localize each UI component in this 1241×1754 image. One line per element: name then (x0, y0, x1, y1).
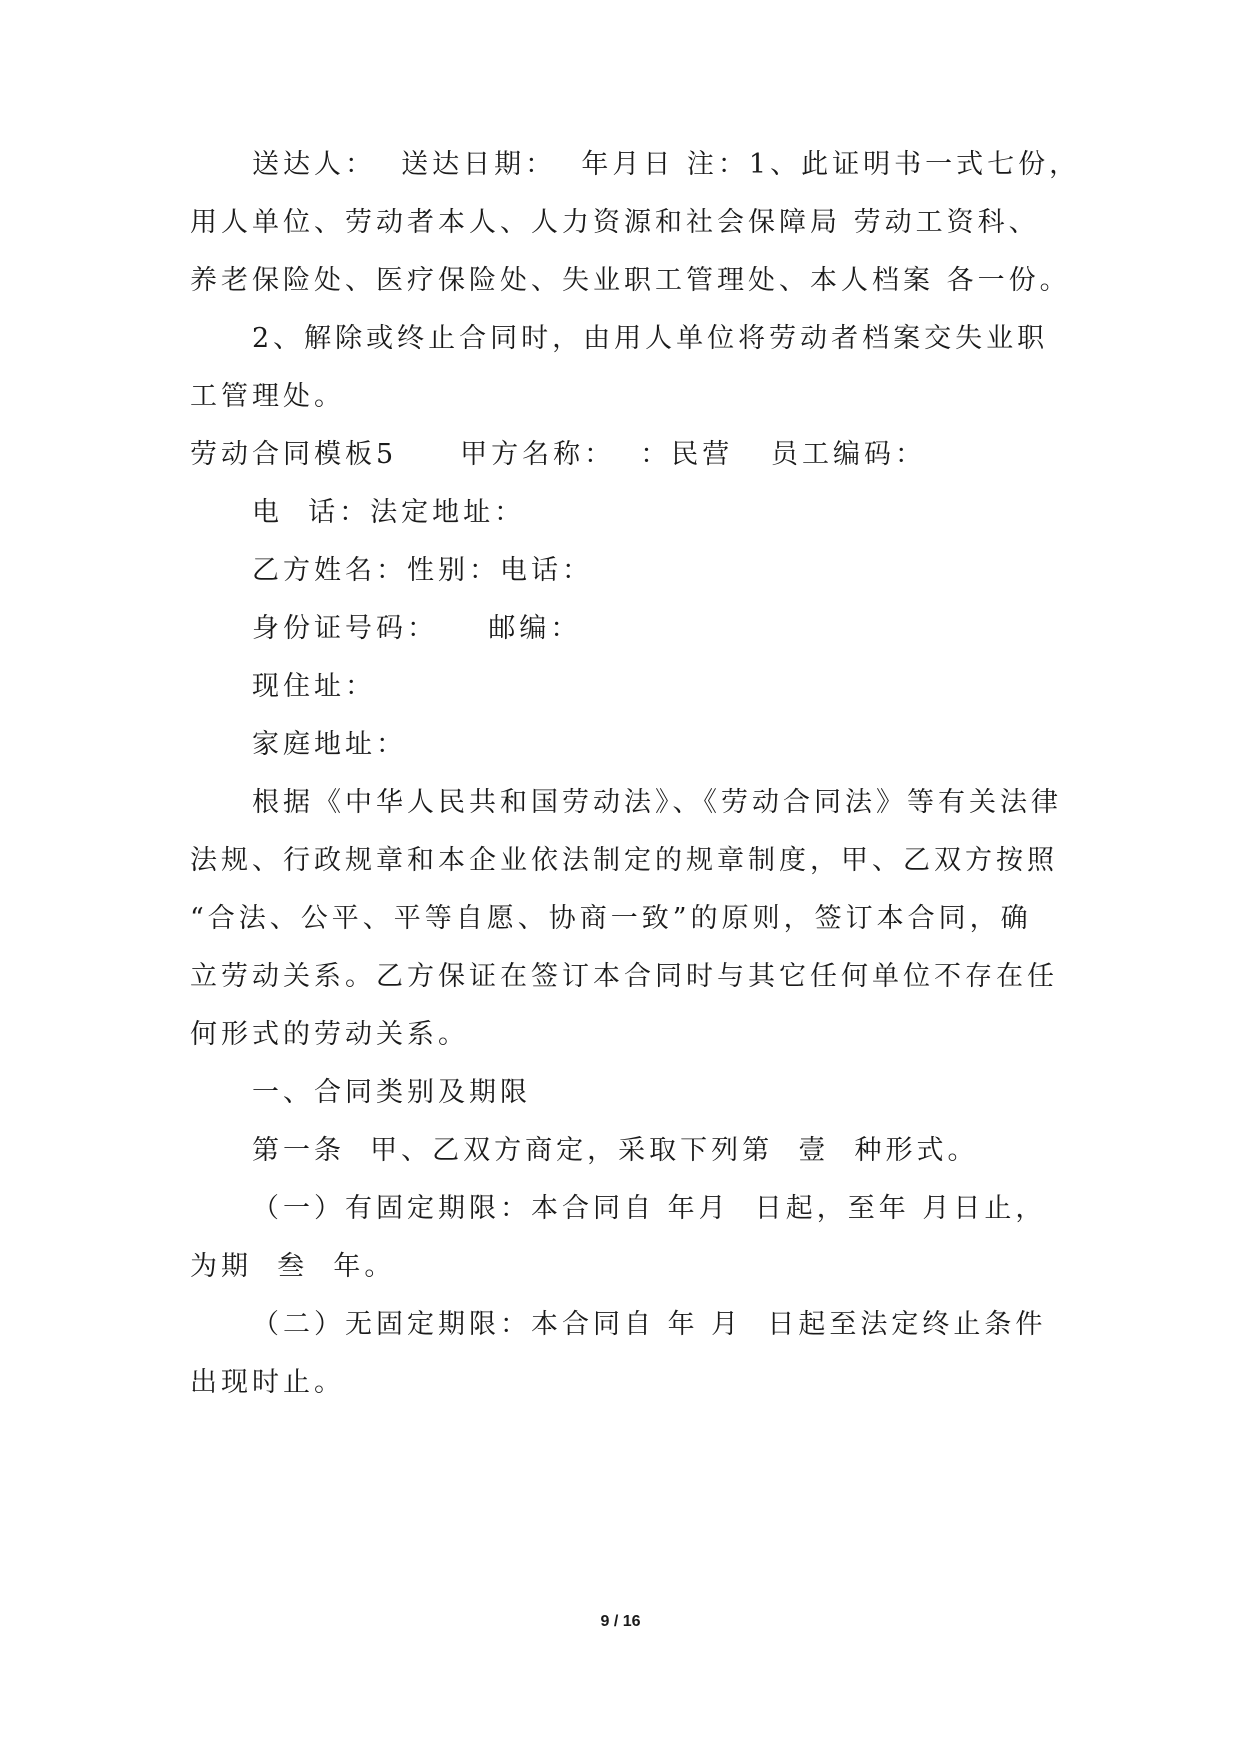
field-line: 身份证号码： 邮编： (252, 613, 582, 644)
template-heading: 劳动合同模板5 甲方名称： ：民营 员工编码： (190, 439, 927, 470)
page-number: 9 / 16 (600, 1613, 641, 1630)
field-line: 乙方姓名：性别：电话： (252, 555, 593, 586)
paragraph-line: “合法、公平、平等自愿、协商一致”的原则，签订本合同，确 (190, 903, 1032, 934)
paragraph-line: 工管理处。 (190, 381, 345, 412)
field-line: 电 话：法定地址： (252, 497, 526, 528)
paragraph-line: 送达人： 送达日期： 年月日 注：1、此证明书一式七份， (252, 149, 1081, 180)
field-line: 家庭地址： (252, 729, 407, 760)
paragraph-line: （二）无固定期限：本合同自 年 月 日起至法定终止条件 (252, 1309, 1047, 1340)
paragraph-line: 用人单位、劳动者本人、人力资源和社会保障局 劳动工资科、 (190, 207, 1040, 238)
paragraph-line: 根据《中华人民共和国劳动法》、《劳动合同法》等有关法律 (252, 787, 1062, 818)
paragraph-line: 立劳动关系。乙方保证在签订本合同时与其它任何单位不存在任 (190, 961, 1058, 992)
paragraph-line: 出现时止。 (190, 1367, 345, 1398)
paragraph-line: 为期 叁 年。 (190, 1251, 396, 1282)
paragraph-line: 2、解除或终止合同时，由用人单位将劳动者档案交失业职 (252, 323, 1049, 354)
field-line: 现住址： (252, 671, 376, 702)
paragraph-line: 何形式的劳动关系。 (190, 1019, 469, 1050)
paragraph-line: 法规、行政规章和本企业依法制定的规章制度，甲、乙双方按照 (190, 845, 1058, 876)
paragraph-line: 养老保险处、医疗保险处、失业职工管理处、本人档案 各一份。 (190, 265, 1071, 296)
article-line: 第一条 甲、乙双方商定，采取下列第 壹 种形式。 (252, 1135, 979, 1166)
paragraph-line: （一）有固定期限：本合同自 年月 日起，至年 月日止， (252, 1193, 1047, 1224)
section-heading: 一、合同类别及期限 (252, 1077, 531, 1108)
